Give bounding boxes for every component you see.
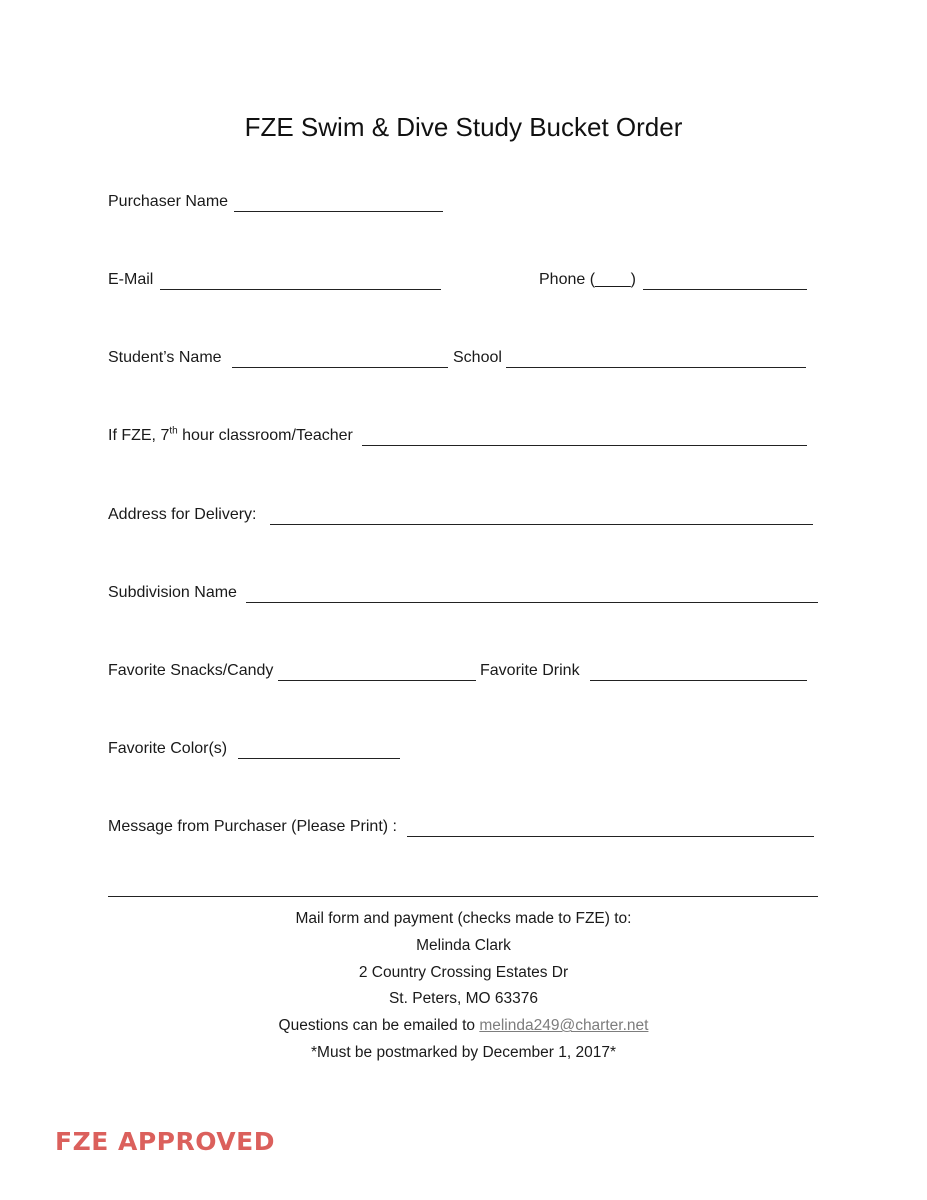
message-field-2[interactable] (108, 896, 818, 897)
school-field[interactable] (506, 367, 806, 368)
approved-stamp: FZE APPROVED (55, 1127, 275, 1156)
color-field[interactable] (238, 758, 400, 759)
form-title: FZE Swim & Dive Study Bucket Order (244, 112, 683, 142)
mail-instruction-line: Mail form and payment (checks made to FZE) to: (295, 910, 632, 927)
student-name-label: Student’s Name (108, 349, 222, 366)
snacks-field[interactable] (278, 680, 476, 681)
drink-label: Favorite Drink (480, 662, 580, 679)
classroom-row (108, 427, 808, 451)
snacks-drink-row (108, 662, 808, 686)
recipient-name: Melinda Clark (416, 936, 511, 954)
address-field[interactable] (270, 524, 813, 525)
address-label: Address for Delivery: (108, 506, 257, 523)
student-school-row (108, 349, 808, 373)
snacks-label: Favorite Snacks/Candy (108, 662, 274, 679)
color-label: Favorite Color(s) (108, 740, 228, 757)
subdivision-field[interactable] (246, 602, 818, 603)
message-label: Message from Purchaser (Please Print) : (108, 818, 397, 835)
classroom-label: If FZE, 7th hour classroom/Teacher (108, 425, 353, 444)
purchaser-name-label: Purchaser Name (108, 193, 229, 210)
recipient-street: 2 Country Crossing Estates Dr (358, 963, 569, 981)
subdivision-row (108, 584, 820, 608)
email-phone-row (108, 271, 808, 295)
phone-field[interactable] (643, 289, 807, 290)
email-field[interactable] (160, 289, 441, 290)
student-name-field[interactable] (232, 367, 448, 368)
contact-email-link[interactable]: melinda249@charter.net (479, 1017, 649, 1035)
color-row (108, 740, 408, 764)
questions-line: Questions can be emailed to melinda249@charter.net (278, 1017, 649, 1035)
address-row (108, 506, 814, 530)
email-label: E-Mail (108, 271, 154, 288)
recipient-city: St. Peters, MO 63376 (388, 990, 539, 1008)
purchaser-name-row (108, 193, 448, 217)
subdivision-label: Subdivision Name (108, 584, 237, 601)
phone-label: Phone (____) (539, 271, 636, 288)
drink-field[interactable] (590, 680, 807, 681)
mailing-instructions (0, 906, 927, 1067)
message-row-2 (108, 878, 820, 902)
postmark-deadline: *Must be postmarked by December 1, 2017* (311, 1043, 616, 1061)
school-label: School (453, 349, 502, 366)
message-field[interactable] (407, 836, 814, 837)
classroom-teacher-field[interactable] (362, 445, 807, 446)
purchaser-name-field[interactable] (234, 211, 443, 212)
message-row (108, 818, 818, 842)
